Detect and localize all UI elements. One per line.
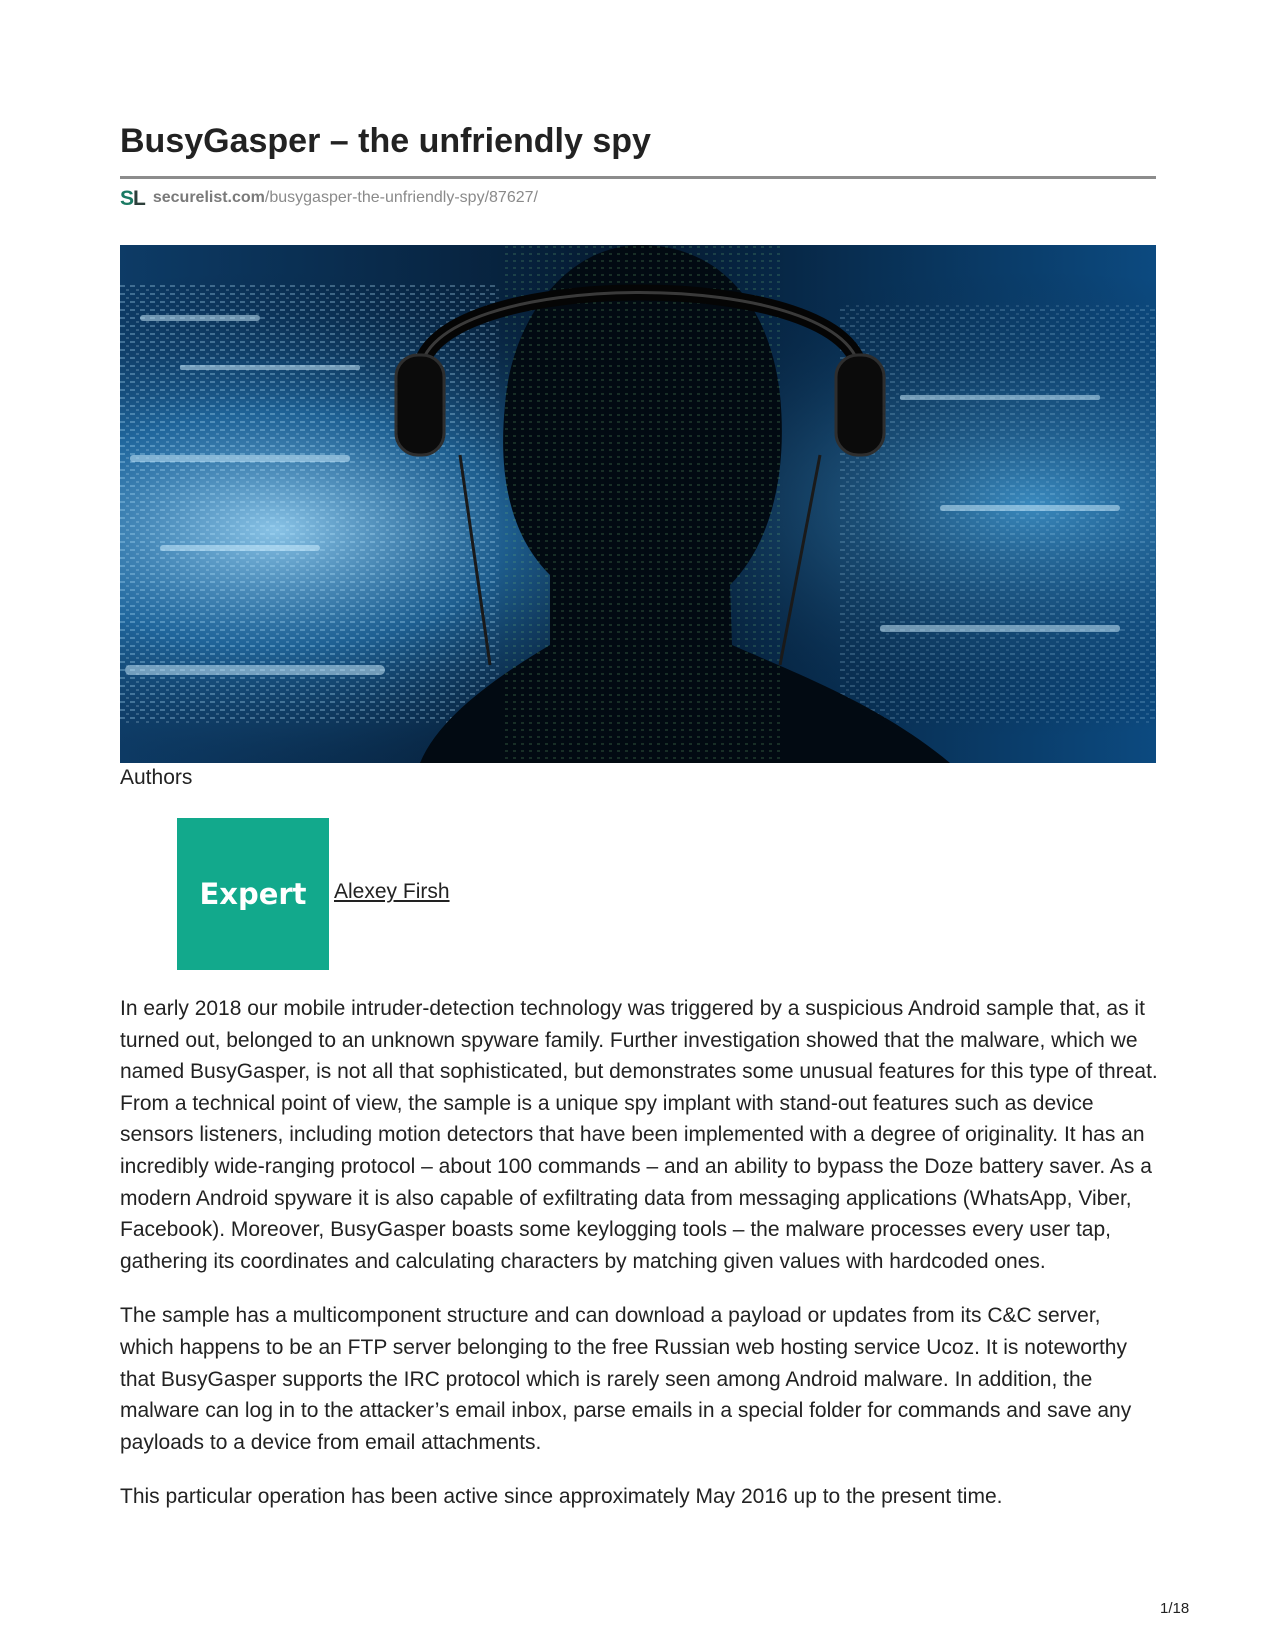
expert-badge [177, 818, 329, 970]
expert-badge-label: Expert [199, 877, 307, 911]
authors-label: Authors [120, 766, 193, 789]
article-title: BusyGasper – the unfriendly spy [120, 122, 651, 160]
paragraph-3: This particular operation has been active since approximately May 2016 up to the present time. [120, 1485, 1003, 1509]
title-divider [120, 176, 1156, 179]
hooded-figure-with-headphones-icon [120, 245, 1156, 763]
page-number: 1/18 [1160, 1600, 1190, 1617]
source-path[interactable]: /busygasper-the-unfriendly-spy/87627/ [264, 189, 538, 206]
paragraph-2: The sample has a multicomponent structure and can download a payload or updates from its C&C server, which happens to be an FTP server belonging to the free Russian web hosting service Ucoz. It is noteworthy that BusyGasper supports the IRC protocol which is rarely seen among Android malware. In addition, the malware can log in to the attacker’s email inbox, parse emails in a special folder for commands and save any payloads to a device from email attachments. [120, 1304, 1132, 1454]
source-line[interactable] [120, 186, 538, 210]
securelist-logo-icon: SL [120, 186, 145, 210]
hero-image [120, 245, 1156, 763]
article-body [120, 993, 1160, 1536]
paragraph-1: In early 2018 our mobile intruder-detection technology was triggered by a suspicious Android sample that, as it turned out, belonged to an unknown spyware family. Further investigation showed that the malware, which we named BusyGasper, is not all that sophisticated, but demonstrates some unusual features for this type of threat. From a technical point of view, the sample is a unique spy implant with stand-out features such as device sensors listeners, including motion detectors that have been implemented with a degree of originality. It has an incredibly wide-ranging protocol – about 100 commands – and an ability to bypass the Doze battery saver. As a modern Android spyware it is also capable of exfiltrating data from messaging applications (WhatsApp, Viber, Facebook). Moreover, BusyGasper boasts some keylogging tools – the malware processes every user tap, gathering its coordinates and calculating characters by matching given values with hardcoded ones. [120, 997, 1158, 1273]
source-domain[interactable]: securelist.com [152, 189, 265, 206]
author-link[interactable]: Alexey Firsh [334, 880, 450, 903]
